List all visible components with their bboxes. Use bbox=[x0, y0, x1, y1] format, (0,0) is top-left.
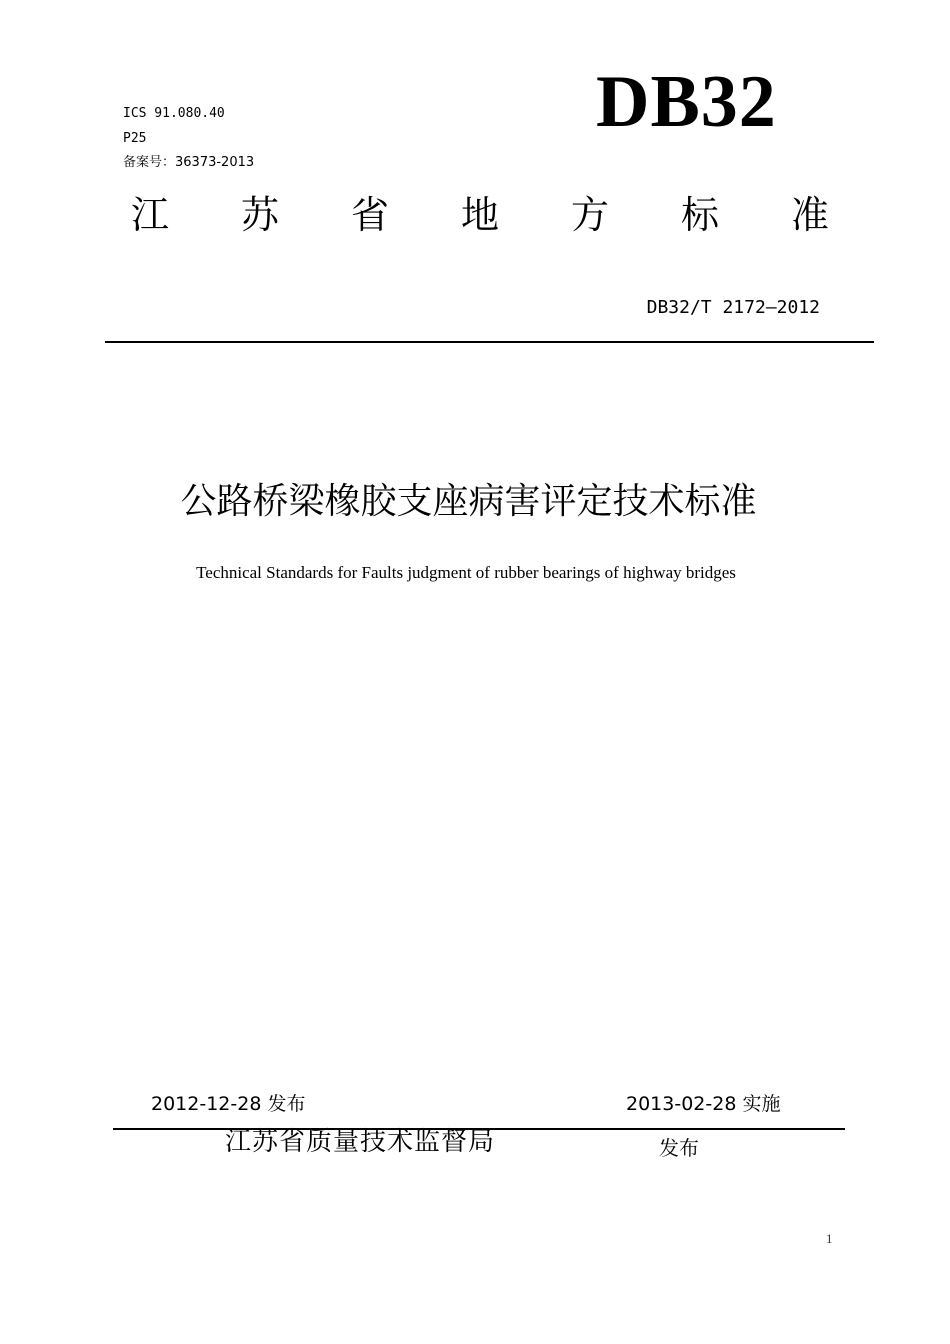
heading-char: 方 bbox=[570, 193, 609, 237]
heading-char: 地 bbox=[460, 193, 499, 237]
top-divider bbox=[105, 341, 874, 343]
issuing-authority: 江苏省质量技术监督局 bbox=[225, 1127, 496, 1157]
heading-char: 江 bbox=[130, 193, 169, 237]
implementation-date: 2013-02-28 实施 bbox=[626, 1093, 781, 1115]
issuer-suffix: 发布 bbox=[659, 1136, 699, 1160]
heading-char: 苏 bbox=[240, 193, 279, 237]
filing-number: 备案号：36373-2013 bbox=[123, 155, 255, 170]
heading-char: 准 bbox=[790, 193, 829, 237]
heading-char: 标 bbox=[680, 193, 719, 237]
standard-code: DB32/T 2172—2012 bbox=[646, 297, 820, 318]
db32-logo: DB32 bbox=[596, 61, 777, 143]
organization-heading bbox=[120, 192, 840, 238]
clc-code: P25 bbox=[123, 131, 147, 146]
issue-date: 2012-12-28 发布 bbox=[151, 1093, 306, 1115]
page-number: 1 bbox=[826, 1231, 833, 1246]
heading-char: 省 bbox=[350, 193, 389, 237]
ics-code: ICS 91.080.40 bbox=[123, 106, 225, 121]
document-title-english: Technical Standards for Faults judgment of rubber bearings of highway bridges bbox=[196, 563, 736, 582]
document-title-chinese: 公路桥梁橡胶支座病害评定技术标准 bbox=[180, 481, 757, 522]
